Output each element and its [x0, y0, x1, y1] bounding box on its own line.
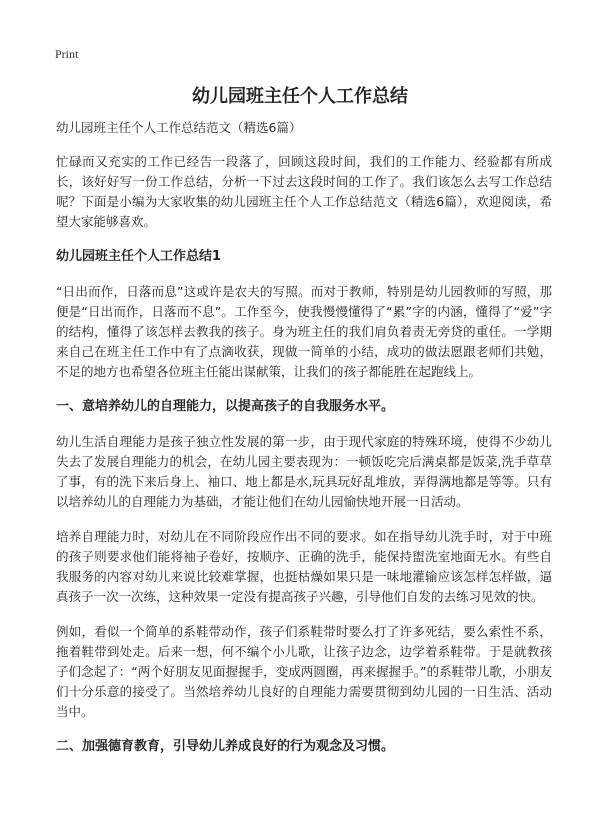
document-body	[56, 118, 552, 772]
heading-self-care: 一、意培养幼儿的自理能力，以提高孩子的自我服务水平。	[56, 399, 395, 414]
body-paragraph: 培养自理能力时，对幼儿在不同阶段应作出不同的要求。如在指导幼儿洗手时，对于中班的孩子则要求他们能将袖子卷好，按顺序、正确的洗手，能保持盥洗室地面无水。有些自我服务的内容对幼儿来说比较难掌握，也挺枯燥如果只是一味地灌输应该怎样怎样做，逼真孩子一次一次练，这种效果一定没有提高孩子兴趣，引导他们自发的去练习见效的快。	[56, 529, 552, 604]
body-paragraph: 幼儿生活自理能力是孩子独立性发展的第一步，由于现代家庭的特殊环境，使得不少幼儿失去了发展自理能力的机会，在幼儿园主要表现为：一顿饭吃完后满桌都是饭菜,洗手草草了事，有的洗下来后身上、袖口、地上都是水,玩具玩好乱堆放，弄得满地都是等等。只有以培养幼儿的自理能力为基础，才能让他们在幼儿园愉快地开展一日活动。	[56, 434, 552, 509]
print-link[interactable]: Print	[55, 47, 79, 61]
document-title: 幼儿园班主任个人工作总结	[192, 86, 408, 107]
heading-moral-education: 二、加强德育教育，引导幼儿养成良好的行为观念及习惯。	[56, 739, 395, 754]
body-paragraph: “日出而作，日落而息”这或许是农夫的写照。而对于教师，特别是幼儿园教师的写照，那便是“日出而作，日落而不息”。工作至今，使我慢慢懂得了“累”字的内涵，懂得了“爱”字的结构，懂得了该怎样去教我的孩子。身为班主任的我们肩负着责无旁贷的重任。一学期来自己在班主任工作中有了点滴收获，现做一简单的小结，成功的做法愿跟老师们共勉，不足的地方也希望各位班主任能出谋献策，让我们的孩子都能胜在起跑线上。	[56, 284, 552, 379]
document-subtitle: 幼儿园班主任个人工作总结范文（精选6篇）	[56, 120, 302, 135]
body-paragraph: 例如，看似一个简单的系鞋带动作，孩子们系鞋带时要么打了许多死结，要么索性不系，拖着鞋带到处走。后来一想，何不编个小儿歌，让孩子边念，边学着系鞋带。于是就教孩子们念起了：“两个好朋友见面握握手，变成两圆圈，再来握握手。”的系鞋带儿歌，小朋友们十分乐意的接受了。当然培养幼儿良好的自理能力需要贯彻到幼儿园的一日生活、活动当中。	[56, 624, 552, 719]
intro-paragraph: 忙碌而又充实的工作已经告一段落了，回顾这段时间，我们的工作能力、经验都有所成长，该好好写一份工作总结，分析一下过去这段时间的工作了。我们该怎么去写工作总结呢？下面是小编为大家收集的幼儿园班主任个人工作总结范文（精选6篇），欢迎阅读，希望大家能够喜欢。	[56, 154, 552, 229]
section-title: 幼儿园班主任个人工作总结1	[56, 249, 222, 264]
